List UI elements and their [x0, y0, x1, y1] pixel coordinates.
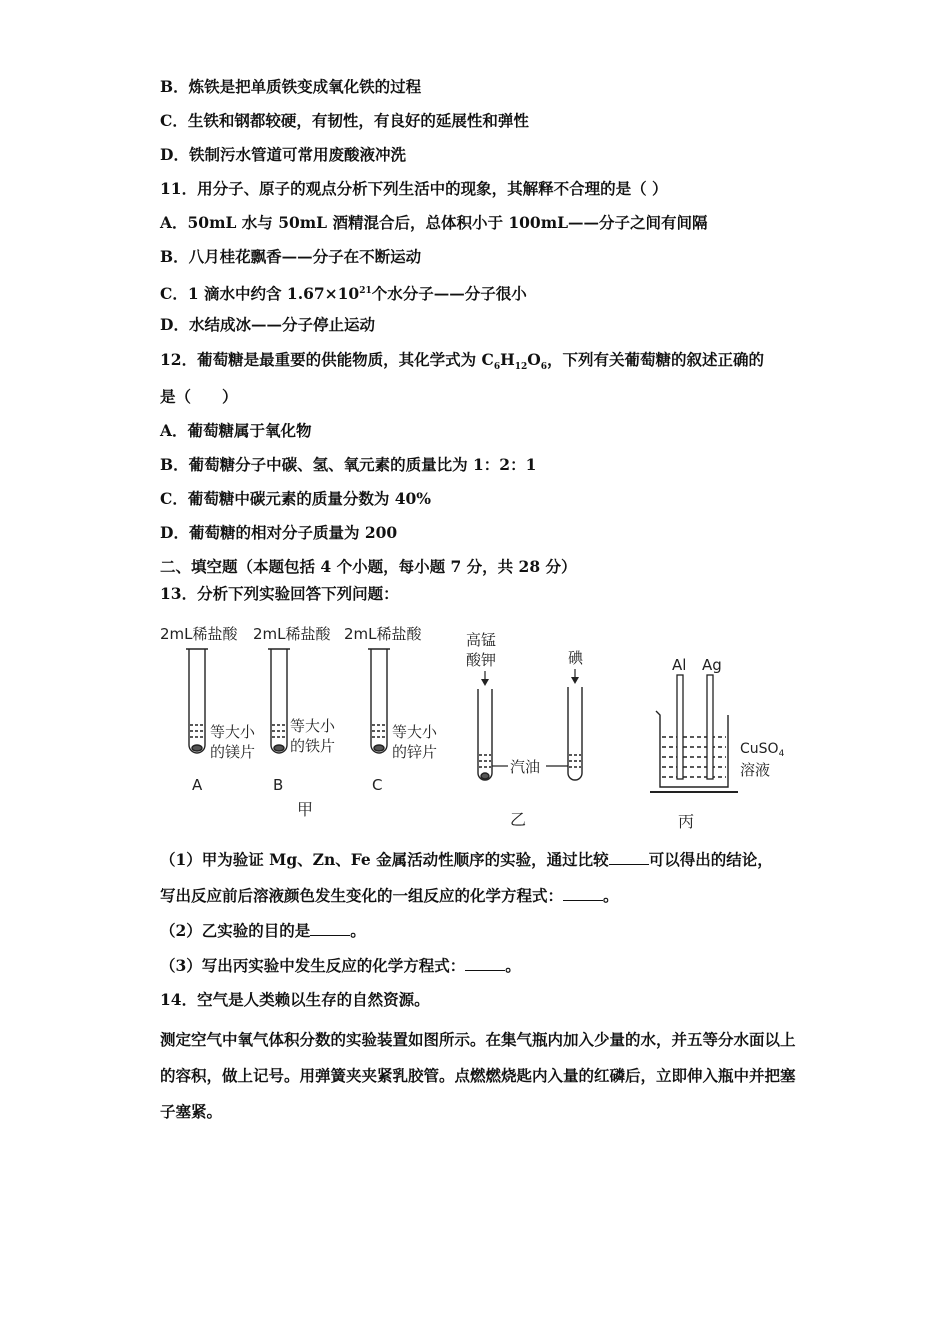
ag-strip [707, 675, 713, 779]
label-yi: 乙 [510, 810, 527, 829]
iodine-label: 碘 [568, 649, 584, 667]
q13-part1-line2-text: 写出反应前后溶液颜色发生变化的一组反应的化学方程式： [160, 886, 564, 905]
q11-option-c [160, 281, 527, 304]
tube-a-label-1: 等大小 [210, 723, 256, 741]
gasoline-label: 汽油 [510, 758, 541, 776]
q12-stem-tail: ，下列有关葡萄糖的叙述正确的 [547, 350, 765, 369]
formula-h: H [500, 350, 515, 369]
label-c: C [372, 776, 383, 794]
q10-option-d: D．铁制污水管道可常用废酸液冲洗 [160, 145, 406, 164]
tube-b-label-2: 的铁片 [290, 737, 336, 755]
solution-label: 溶液 [740, 761, 771, 779]
q12-stem [160, 350, 764, 377]
section-heading: 二、填空题（本题包括 4 个小题，每小题 7 分，共 28 分） [160, 557, 577, 576]
experiment-figure [150, 615, 800, 835]
label-bing: 丙 [678, 812, 695, 831]
arrow-kmno4-head [481, 679, 489, 686]
q12-option-d: D．葡萄糖的相对分子质量为 200 [160, 523, 398, 542]
beaker [650, 711, 738, 792]
q10-option-b: B．炼铁是把单质铁变成氧化铁的过程 [160, 77, 422, 96]
test-tube-kmno4 [478, 689, 492, 780]
al-label: Al [672, 656, 687, 674]
q13-part1-line2 [160, 886, 619, 906]
tube-c-label-1: 等大小 [392, 723, 438, 741]
test-tube-b [268, 649, 290, 753]
q11-option-a: A．50mL 水与 50mL 酒精混合后，总体积小于 100mL——分子之间有间隔 [160, 213, 708, 232]
subscript: 6 [540, 362, 548, 373]
period: 。 [350, 921, 366, 940]
q13-part1 [160, 850, 773, 870]
q12-stem-line2: 是（ ） [160, 387, 238, 406]
cuso4-subscript: 4 [778, 749, 785, 759]
acid-label-2: 2mL稀盐酸 [253, 625, 331, 643]
test-tube-c [368, 649, 390, 753]
q12-option-c: C．葡萄糖中碳元素的质量分数为 40% [160, 489, 432, 508]
cuso4-text: CuSO [740, 741, 779, 757]
q12-option-a: A．葡萄糖属于氧化物 [160, 421, 312, 440]
subscript: 6 [493, 362, 501, 373]
q13-part3-text: （3）写出丙实验中发生反应的化学方程式： [160, 956, 466, 975]
period: 。 [603, 886, 619, 905]
q11-option-b: B．八月桂花飘香——分子在不断运动 [160, 247, 422, 266]
q11-stem: 11．用分子、原子的观点分析下列生活中的现象，其解释不合理的是（ ） [160, 179, 668, 198]
q13-part2-text: （2）乙实验的目的是 [160, 921, 311, 940]
test-tube-iodine [568, 687, 582, 780]
q11-option-d: D．水结成冰——分子停止运动 [160, 315, 375, 334]
label-jia: 甲 [297, 800, 314, 819]
ag-label: Ag [702, 656, 722, 674]
tube-b-label-1: 等大小 [290, 717, 336, 735]
answer-blank[interactable] [609, 850, 649, 865]
q12-stem-text: 12．葡萄糖是最重要的供能物质，其化学式为 C [160, 350, 494, 369]
formula-o: O [527, 350, 541, 369]
q14-stem: 14．空气是人类赖以生存的自然资源。 [160, 990, 430, 1009]
arrow-iodine-head [571, 677, 579, 684]
tube-c-label-2: 的锌片 [392, 743, 438, 761]
label-b: B [273, 776, 284, 794]
kmno4-label-2: 酸钾 [466, 651, 497, 669]
q11-option-c-tail: 个水分子——分子很小 [371, 284, 527, 304]
al-strip [677, 675, 683, 779]
q13-stem: 13．分析下列实验回答下列问题： [160, 584, 399, 603]
q10-option-c: C．生铁和钢都较硬，有韧性，有良好的延展性和弹性 [160, 111, 529, 130]
acid-label-3: 2mL稀盐酸 [344, 625, 422, 643]
test-tube-a [186, 649, 208, 753]
q11-option-c-text: C．1 滴水中约含 1.67×10 [160, 284, 360, 304]
period: 。 [505, 956, 521, 975]
cuso4-label [740, 741, 785, 759]
label-a: A [192, 776, 203, 794]
q13-part1-tail: 可以得出的结论， [648, 850, 773, 869]
q13-part3 [160, 956, 521, 976]
answer-blank[interactable] [310, 921, 350, 936]
answer-blank[interactable] [563, 886, 603, 901]
tube-a-label-2: 的镁片 [210, 743, 256, 761]
exponent: 21 [359, 286, 372, 296]
kmno4-label-1: 高锰 [466, 631, 497, 649]
q13-part2 [160, 921, 366, 941]
q13-part1-text: （1）甲为验证 Mg、Zn、Fe 金属活动性顺序的实验，通过比较 [160, 850, 609, 869]
q14-paragraph: 测定空气中氧气体积分数的实验装置如图所示。在集气瓶内加入少量的水，并五等分水面以上的容积，做上记号。用弹簧夹夹紧乳胶管。点燃燃烧匙内入量的红磷后，立即伸入瓶中并把塞子塞紧。 [160, 1030, 796, 1121]
subscript: 12 [514, 362, 528, 373]
acid-label-1: 2mL稀盐酸 [160, 625, 238, 643]
q12-option-b: B．葡萄糖分子中碳、氢、氧元素的质量比为 1：2：1 [160, 455, 537, 474]
answer-blank[interactable] [465, 956, 505, 971]
